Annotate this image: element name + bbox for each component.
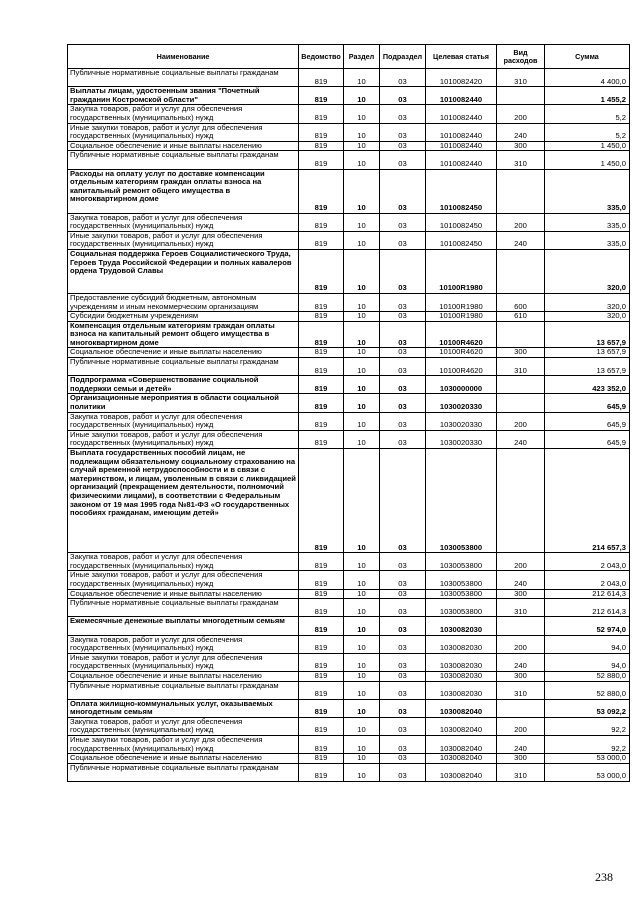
row-razdel: 10 — [344, 553, 380, 571]
row-sum: 645,9 — [545, 394, 630, 412]
row-razdel: 10 — [344, 589, 380, 599]
row-podrazdel: 03 — [380, 571, 426, 589]
table-row — [68, 763, 630, 781]
row-vr — [497, 394, 545, 412]
row-sum: 2 043,0 — [545, 571, 630, 589]
row-vr: 240 — [497, 123, 545, 141]
table-row — [68, 681, 630, 699]
row-sum: 645,9 — [545, 430, 630, 448]
row-ved: 819 — [299, 123, 344, 141]
row-vr: 240 — [497, 231, 545, 249]
row-ved: 819 — [299, 617, 344, 635]
table-row — [68, 699, 630, 717]
row-sum: 52 880,0 — [545, 671, 630, 681]
row-vr — [497, 249, 545, 293]
row-podrazdel: 03 — [380, 231, 426, 249]
table-row — [68, 394, 630, 412]
row-name: Публичные нормативные социальные выплаты гражданам — [68, 763, 299, 781]
row-name: Закупка товаров, работ и услуг для обеспечения государственных (муниципальных) нужд — [68, 717, 299, 735]
table-row — [68, 671, 630, 681]
row-podrazdel: 03 — [380, 69, 426, 87]
row-sum: 53 000,0 — [545, 763, 630, 781]
row-razdel: 10 — [344, 699, 380, 717]
row-sum: 320,0 — [545, 249, 630, 293]
row-vr — [497, 617, 545, 635]
row-vr — [497, 87, 545, 105]
row-vr: 310 — [497, 681, 545, 699]
row-vr: 200 — [497, 412, 545, 430]
row-podrazdel: 03 — [380, 348, 426, 358]
row-razdel: 10 — [344, 617, 380, 635]
row-podrazdel: 03 — [380, 376, 426, 394]
row-cs: 1030082030 — [426, 653, 497, 671]
row-name: Выплата государственных пособий лицам, не подлежащим обязательному социальному страхованию на случай временной нетрудоспособности и в связи с материнством, и лицам, уволенным в связи с ликвидацией организаций (прекращением деятельности, полномочий физическими лицами), в соответствии с Федеральным законом от 19 мая 1995 года №81-ФЗ «О государственных пособиях гражданам, имеющим детей» — [68, 449, 299, 553]
row-cs: 1030082040 — [426, 763, 497, 781]
row-vr: 310 — [497, 763, 545, 781]
row-cs: 1030020330 — [426, 394, 497, 412]
row-vr: 200 — [497, 635, 545, 653]
row-cs: 1010082440 — [426, 123, 497, 141]
row-ved: 819 — [299, 717, 344, 735]
table-row — [68, 312, 630, 322]
row-name: Иные закупки товаров, работ и услуг для обеспечения государственных (муниципальных) нужд — [68, 123, 299, 141]
header-row — [68, 45, 630, 69]
row-cs: 1010082420 — [426, 69, 497, 87]
row-razdel: 10 — [344, 571, 380, 589]
row-ved: 819 — [299, 553, 344, 571]
row-sum: 94,0 — [545, 635, 630, 653]
row-cs: 10100R1980 — [426, 249, 497, 293]
row-sum: 335,0 — [545, 169, 630, 213]
row-cs: 1010082440 — [426, 87, 497, 105]
row-name: Иные закупки товаров, работ и услуг для обеспечения государственных (муниципальных) нужд — [68, 430, 299, 448]
table-row — [68, 69, 630, 87]
row-vr: 200 — [497, 553, 545, 571]
row-cs: 10100R4620 — [426, 358, 497, 376]
row-sum: 214 657,3 — [545, 449, 630, 553]
row-ved: 819 — [299, 589, 344, 599]
row-vr: 310 — [497, 599, 545, 617]
row-name: Компенсация отдельным категориям граждан оплаты взноса на капитальный ремонт общего имущества в многоквартирном доме — [68, 321, 299, 348]
row-cs: 1010082440 — [426, 141, 497, 151]
header-name: Наименование — [68, 45, 299, 69]
row-sum: 92,2 — [545, 736, 630, 754]
row-cs: 1010082440 — [426, 151, 497, 169]
row-name: Расходы на оплату услуг по доставке компенсации отдельным категориям граждан оплаты взноса на капитальный ремонт общего имущества в многоквартирном доме — [68, 169, 299, 213]
row-cs: 1010082440 — [426, 105, 497, 123]
row-vr: 240 — [497, 653, 545, 671]
row-sum: 52 880,0 — [545, 681, 630, 699]
row-razdel: 10 — [344, 736, 380, 754]
row-ved: 819 — [299, 449, 344, 553]
table-row — [68, 231, 630, 249]
row-name: Социальное обеспечение и иные выплаты населению — [68, 671, 299, 681]
row-podrazdel: 03 — [380, 617, 426, 635]
row-vr: 240 — [497, 430, 545, 448]
row-razdel: 10 — [344, 358, 380, 376]
row-podrazdel: 03 — [380, 293, 426, 311]
header-ved: Ведомство — [299, 45, 344, 69]
table-row — [68, 589, 630, 599]
row-name: Закупка товаров, работ и услуг для обеспечения государственных (муниципальных) нужд — [68, 105, 299, 123]
row-ved: 819 — [299, 754, 344, 764]
row-cs: 1030053800 — [426, 589, 497, 599]
row-podrazdel: 03 — [380, 589, 426, 599]
row-ved: 819 — [299, 699, 344, 717]
row-vr: 200 — [497, 105, 545, 123]
header-cs: Целевая статья — [426, 45, 497, 69]
row-ved: 819 — [299, 681, 344, 699]
row-ved: 819 — [299, 599, 344, 617]
row-ved: 819 — [299, 736, 344, 754]
table-row — [68, 105, 630, 123]
row-sum: 5,2 — [545, 123, 630, 141]
row-ved: 819 — [299, 358, 344, 376]
row-podrazdel: 03 — [380, 671, 426, 681]
row-sum: 212 614,3 — [545, 599, 630, 617]
row-podrazdel: 03 — [380, 321, 426, 348]
row-cs: 1030082040 — [426, 717, 497, 735]
row-ved: 819 — [299, 231, 344, 249]
page-number: 238 — [595, 870, 613, 884]
row-razdel: 10 — [344, 430, 380, 448]
row-vr: 300 — [497, 348, 545, 358]
row-name: Публичные нормативные социальные выплаты гражданам — [68, 151, 299, 169]
row-sum: 320,0 — [545, 312, 630, 322]
row-vr: 240 — [497, 736, 545, 754]
row-name: Подпрограмма «Совершенствование социальной поддержки семьи и детей» — [68, 376, 299, 394]
row-name: Социальное обеспечение и иные выплаты населению — [68, 589, 299, 599]
row-name: Социальное обеспечение и иные выплаты населению — [68, 348, 299, 358]
row-cs: 1010082450 — [426, 231, 497, 249]
budget-table — [67, 44, 630, 782]
row-podrazdel: 03 — [380, 213, 426, 231]
row-sum: 1 450,0 — [545, 151, 630, 169]
row-razdel: 10 — [344, 763, 380, 781]
row-cs: 10100R1980 — [426, 312, 497, 322]
table-row — [68, 249, 630, 293]
row-name: Иные закупки товаров, работ и услуг для обеспечения государственных (муниципальных) нужд — [68, 736, 299, 754]
row-podrazdel: 03 — [380, 151, 426, 169]
row-razdel: 10 — [344, 412, 380, 430]
row-cs: 1030053800 — [426, 553, 497, 571]
row-vr: 610 — [497, 312, 545, 322]
row-ved: 819 — [299, 213, 344, 231]
row-razdel: 10 — [344, 141, 380, 151]
row-podrazdel: 03 — [380, 681, 426, 699]
row-razdel: 10 — [344, 87, 380, 105]
row-name: Оплата жилищно-коммунальных услуг, оказываемых многодетным семьям — [68, 699, 299, 717]
table-row — [68, 376, 630, 394]
row-cs: 1030082030 — [426, 617, 497, 635]
row-podrazdel: 03 — [380, 249, 426, 293]
row-razdel: 10 — [344, 681, 380, 699]
table-row — [68, 141, 630, 151]
table-row — [68, 348, 630, 358]
row-razdel: 10 — [344, 348, 380, 358]
row-name: Субсидии бюджетным учреждениям — [68, 312, 299, 322]
row-razdel: 10 — [344, 653, 380, 671]
row-name: Публичные нормативные социальные выплаты гражданам — [68, 358, 299, 376]
row-podrazdel: 03 — [380, 736, 426, 754]
row-sum: 1 455,2 — [545, 87, 630, 105]
row-podrazdel: 03 — [380, 412, 426, 430]
row-name: Закупка товаров, работ и услуг для обеспечения государственных (муниципальных) нужд — [68, 635, 299, 653]
row-sum: 13 657,9 — [545, 348, 630, 358]
row-name: Организационные мероприятия в области социальной политики — [68, 394, 299, 412]
header-podrazdel: Подраздел — [380, 45, 426, 69]
row-podrazdel: 03 — [380, 105, 426, 123]
table-row — [68, 617, 630, 635]
row-vr — [497, 376, 545, 394]
row-razdel: 10 — [344, 69, 380, 87]
row-podrazdel: 03 — [380, 599, 426, 617]
row-podrazdel: 03 — [380, 653, 426, 671]
row-cs: 1030000000 — [426, 376, 497, 394]
row-sum: 53 092,2 — [545, 699, 630, 717]
row-vr — [497, 449, 545, 553]
row-cs: 1030053800 — [426, 571, 497, 589]
row-podrazdel: 03 — [380, 358, 426, 376]
row-podrazdel: 03 — [380, 635, 426, 653]
row-name: Выплаты лицам, удостоенным звания "Почетный гражданин Костромской области" — [68, 87, 299, 105]
table-row — [68, 635, 630, 653]
table-row — [68, 571, 630, 589]
row-vr: 310 — [497, 151, 545, 169]
row-ved: 819 — [299, 671, 344, 681]
row-ved: 819 — [299, 69, 344, 87]
row-vr — [497, 699, 545, 717]
row-sum: 2 043,0 — [545, 553, 630, 571]
row-vr — [497, 321, 545, 348]
row-razdel: 10 — [344, 231, 380, 249]
row-vr: 300 — [497, 671, 545, 681]
table-body — [68, 69, 630, 782]
row-ved: 819 — [299, 763, 344, 781]
header-sum: Сумма — [545, 45, 630, 69]
row-vr: 240 — [497, 571, 545, 589]
row-razdel: 10 — [344, 635, 380, 653]
row-ved: 819 — [299, 635, 344, 653]
table-row — [68, 87, 630, 105]
row-sum: 423 352,0 — [545, 376, 630, 394]
row-name: Публичные нормативные социальные выплаты гражданам — [68, 599, 299, 617]
row-name: Социальное обеспечение и иные выплаты населению — [68, 141, 299, 151]
row-vr: 310 — [497, 358, 545, 376]
row-cs: 10100R4620 — [426, 321, 497, 348]
row-cs: 1030082040 — [426, 754, 497, 764]
row-name: Публичные нормативные социальные выплаты гражданам — [68, 681, 299, 699]
row-podrazdel: 03 — [380, 123, 426, 141]
row-ved: 819 — [299, 169, 344, 213]
table-row — [68, 717, 630, 735]
row-ved: 819 — [299, 653, 344, 671]
row-sum: 13 657,9 — [545, 358, 630, 376]
table-row — [68, 599, 630, 617]
row-ved: 819 — [299, 87, 344, 105]
header-razdel: Раздел — [344, 45, 380, 69]
table-row — [68, 430, 630, 448]
row-vr: 200 — [497, 717, 545, 735]
table-row — [68, 151, 630, 169]
row-razdel: 10 — [344, 213, 380, 231]
row-vr: 300 — [497, 589, 545, 599]
row-name: Социальное обеспечение и иные выплаты населению — [68, 754, 299, 764]
table-row — [68, 412, 630, 430]
row-name: Иные закупки товаров, работ и услуг для обеспечения государственных (муниципальных) нужд — [68, 653, 299, 671]
row-ved: 819 — [299, 430, 344, 448]
row-ved: 819 — [299, 312, 344, 322]
row-ved: 819 — [299, 151, 344, 169]
row-ved: 819 — [299, 412, 344, 430]
table-row — [68, 169, 630, 213]
table-row — [68, 653, 630, 671]
row-podrazdel: 03 — [380, 553, 426, 571]
row-sum: 1 450,0 — [545, 141, 630, 151]
row-cs: 1010082450 — [426, 169, 497, 213]
row-podrazdel: 03 — [380, 430, 426, 448]
table-row — [68, 123, 630, 141]
table-row — [68, 293, 630, 311]
row-sum: 5,2 — [545, 105, 630, 123]
row-ved: 819 — [299, 571, 344, 589]
row-name: Закупка товаров, работ и услуг для обеспечения государственных (муниципальных) нужд — [68, 412, 299, 430]
row-ved: 819 — [299, 293, 344, 311]
table-row — [68, 553, 630, 571]
row-ved: 819 — [299, 321, 344, 348]
row-sum: 13 657,9 — [545, 321, 630, 348]
row-name: Иные закупки товаров, работ и услуг для обеспечения государственных (муниципальных) нужд — [68, 571, 299, 589]
row-sum: 212 614,3 — [545, 589, 630, 599]
row-ved: 819 — [299, 394, 344, 412]
row-cs: 1030020330 — [426, 430, 497, 448]
row-razdel: 10 — [344, 169, 380, 213]
row-podrazdel: 03 — [380, 449, 426, 553]
row-razdel: 10 — [344, 394, 380, 412]
row-podrazdel: 03 — [380, 754, 426, 764]
row-name: Закупка товаров, работ и услуг для обеспечения государственных (муниципальных) нужд — [68, 553, 299, 571]
row-vr — [497, 169, 545, 213]
row-razdel: 10 — [344, 599, 380, 617]
row-name: Социальная поддержка Героев Социалистического Труда, Героев Труда Российской Федерации и полных кавалеров ордена Трудовой Славы — [68, 249, 299, 293]
row-ved: 819 — [299, 249, 344, 293]
row-ved: 819 — [299, 376, 344, 394]
row-vr: 300 — [497, 754, 545, 764]
row-ved: 819 — [299, 141, 344, 151]
row-vr: 200 — [497, 213, 545, 231]
row-sum: 52 974,0 — [545, 617, 630, 635]
row-cs: 10100R1980 — [426, 293, 497, 311]
table-row — [68, 736, 630, 754]
row-vr: 300 — [497, 141, 545, 151]
row-sum: 645,9 — [545, 412, 630, 430]
row-sum: 94,0 — [545, 653, 630, 671]
row-sum: 53 000,0 — [545, 754, 630, 764]
row-ved: 819 — [299, 105, 344, 123]
row-cs: 1030020330 — [426, 412, 497, 430]
row-razdel: 10 — [344, 249, 380, 293]
row-razdel: 10 — [344, 123, 380, 141]
row-vr: 600 — [497, 293, 545, 311]
row-razdel: 10 — [344, 105, 380, 123]
row-razdel: 10 — [344, 717, 380, 735]
row-sum: 92,2 — [545, 717, 630, 735]
table-row — [68, 321, 630, 348]
table-row — [68, 213, 630, 231]
row-cs: 1030053800 — [426, 449, 497, 553]
row-sum: 335,0 — [545, 213, 630, 231]
row-name: Закупка товаров, работ и услуг для обеспечения государственных (муниципальных) нужд — [68, 213, 299, 231]
row-razdel: 10 — [344, 754, 380, 764]
row-cs: 1010082450 — [426, 213, 497, 231]
row-cs: 1030082040 — [426, 699, 497, 717]
table-row — [68, 754, 630, 764]
row-name: Публичные нормативные социальные выплаты гражданам — [68, 69, 299, 87]
row-podrazdel: 03 — [380, 169, 426, 213]
row-razdel: 10 — [344, 449, 380, 553]
row-podrazdel: 03 — [380, 394, 426, 412]
row-razdel: 10 — [344, 312, 380, 322]
row-razdel: 10 — [344, 151, 380, 169]
row-podrazdel: 03 — [380, 699, 426, 717]
header-vr: Вид расходов — [497, 45, 545, 69]
row-razdel: 10 — [344, 671, 380, 681]
row-podrazdel: 03 — [380, 141, 426, 151]
row-cs: 10100R4620 — [426, 348, 497, 358]
row-vr: 310 — [497, 69, 545, 87]
row-name: Предоставление субсидий бюджетным, автономным учреждениям и иным некоммерческим организациям — [68, 293, 299, 311]
row-razdel: 10 — [344, 293, 380, 311]
row-ved: 819 — [299, 348, 344, 358]
row-razdel: 10 — [344, 376, 380, 394]
row-cs: 1030082030 — [426, 681, 497, 699]
row-sum: 320,0 — [545, 293, 630, 311]
row-razdel: 10 — [344, 321, 380, 348]
row-podrazdel: 03 — [380, 312, 426, 322]
row-name: Ежемесячные денежные выплаты многодетным семьям — [68, 617, 299, 635]
row-cs: 1030082030 — [426, 635, 497, 653]
table-row — [68, 358, 630, 376]
row-name: Иные закупки товаров, работ и услуг для обеспечения государственных (муниципальных) нужд — [68, 231, 299, 249]
row-podrazdel: 03 — [380, 763, 426, 781]
row-cs: 1030053800 — [426, 599, 497, 617]
row-sum: 335,0 — [545, 231, 630, 249]
row-podrazdel: 03 — [380, 87, 426, 105]
row-cs: 1030082040 — [426, 736, 497, 754]
row-podrazdel: 03 — [380, 717, 426, 735]
table-row — [68, 449, 630, 553]
row-cs: 1030082030 — [426, 671, 497, 681]
row-sum: 4 400,0 — [545, 69, 630, 87]
